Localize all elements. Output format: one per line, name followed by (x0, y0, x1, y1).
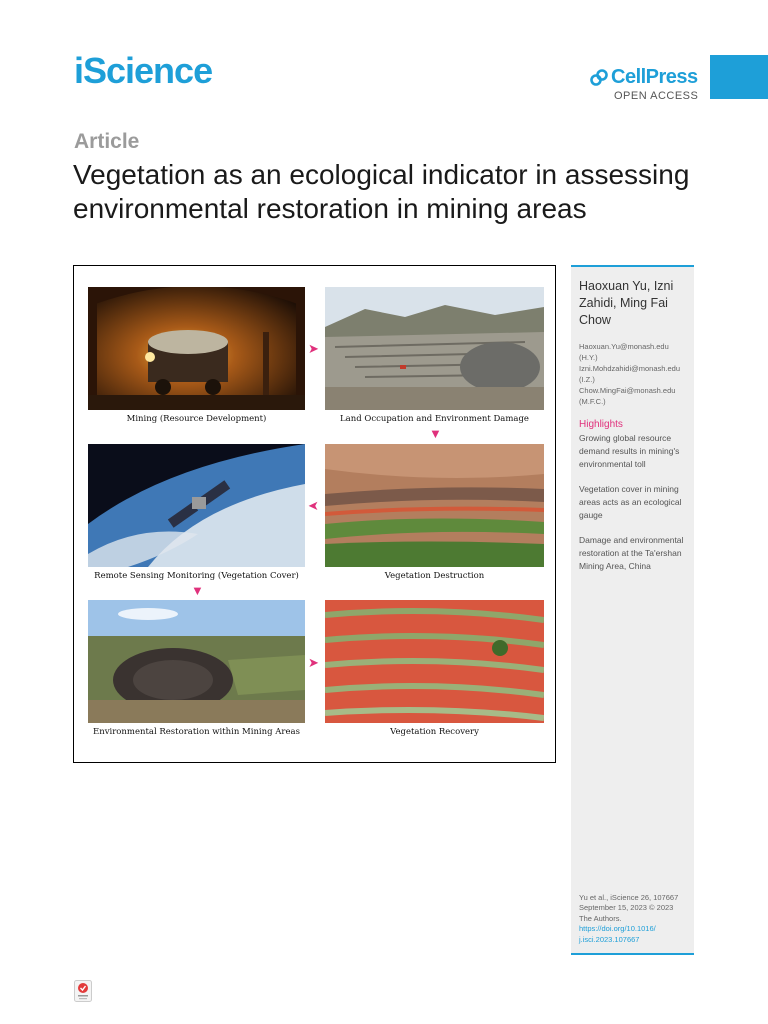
highlight-item: Vegetation cover in mining areas acts as an ecological gauge (579, 484, 682, 520)
open-pit-photo (325, 287, 544, 410)
highlights-heading: Highlights (579, 419, 623, 430)
journal-logo: iScience (74, 50, 213, 91)
caption-vegetation-recovery: Vegetation Recovery (390, 727, 479, 737)
satellite-photo (88, 444, 305, 567)
author-list: Haoxuan Yu, Izni Zahidi, Ming Fai Chow (579, 279, 674, 327)
doi-link[interactable]: j.isci.2023.107667 (579, 934, 640, 944)
arrow-down-icon: ▼ (429, 426, 442, 441)
article-type: Article (74, 130, 140, 153)
citation-rights: The Authors. (579, 913, 622, 923)
email-initials: (M.F.C.) (579, 397, 606, 406)
journal-color-tab (710, 55, 768, 99)
email-link[interactable]: Izni.Mohdzahidi@monash.edu (579, 364, 681, 373)
caption-land-occupation: Land Occupation and Environment Damage (340, 414, 529, 424)
highlight-item: Damage and environmental restoration at the Ta'ershan Mining Area, China (579, 535, 684, 571)
caption-vegetation-destruction: Vegetation Destruction (384, 571, 485, 581)
publisher-name: CellPress (611, 66, 698, 88)
arrow-right-icon: ➤ (308, 341, 319, 356)
graphical-abstract (73, 265, 556, 763)
publisher-logo (590, 66, 700, 102)
vegetation-recovery-photo (325, 600, 544, 723)
mining-photo (88, 287, 305, 410)
citation-block (579, 893, 689, 946)
open-access-label: OPEN ACCESS (614, 90, 699, 102)
email-link[interactable]: Chow.MingFai@monash.edu (579, 386, 676, 395)
email-initials: (H.Y.) (579, 353, 598, 362)
vegetation-destruction-photo (325, 444, 544, 567)
restoration-photo (88, 600, 305, 723)
doi-link[interactable]: https://doi.org/10.1016/ (579, 924, 656, 933)
highlight-item: Growing global resource demand results in mining's environmental toll (579, 433, 680, 469)
arrow-down-icon: ▼ (191, 583, 204, 598)
cellpress-icon (590, 69, 608, 87)
arrow-right-icon: ➤ (308, 655, 319, 670)
caption-remote-sensing: Remote Sensing Monitoring (Vegetation Cover) (94, 571, 299, 581)
article-sidebar (571, 265, 694, 955)
email-link[interactable]: Haoxuan.Yu@monash.edu (579, 342, 669, 351)
caption-restoration: Environmental Restoration within Mining Areas (93, 727, 300, 737)
citation-line: Yu et al., iScience 26, 107667 (579, 892, 679, 902)
email-initials: (I.Z.) (579, 375, 595, 384)
caption-mining: Mining (Resource Development) (126, 414, 267, 424)
arrow-left-icon: ➤ (308, 498, 319, 513)
article-title: Vegetation as an ecological indicator in assessing environmental restoration in mining areas (73, 159, 690, 224)
citation-date: September 15, 2023 © 2023 (579, 903, 674, 912)
check-for-updates-icon[interactable] (74, 980, 92, 1002)
